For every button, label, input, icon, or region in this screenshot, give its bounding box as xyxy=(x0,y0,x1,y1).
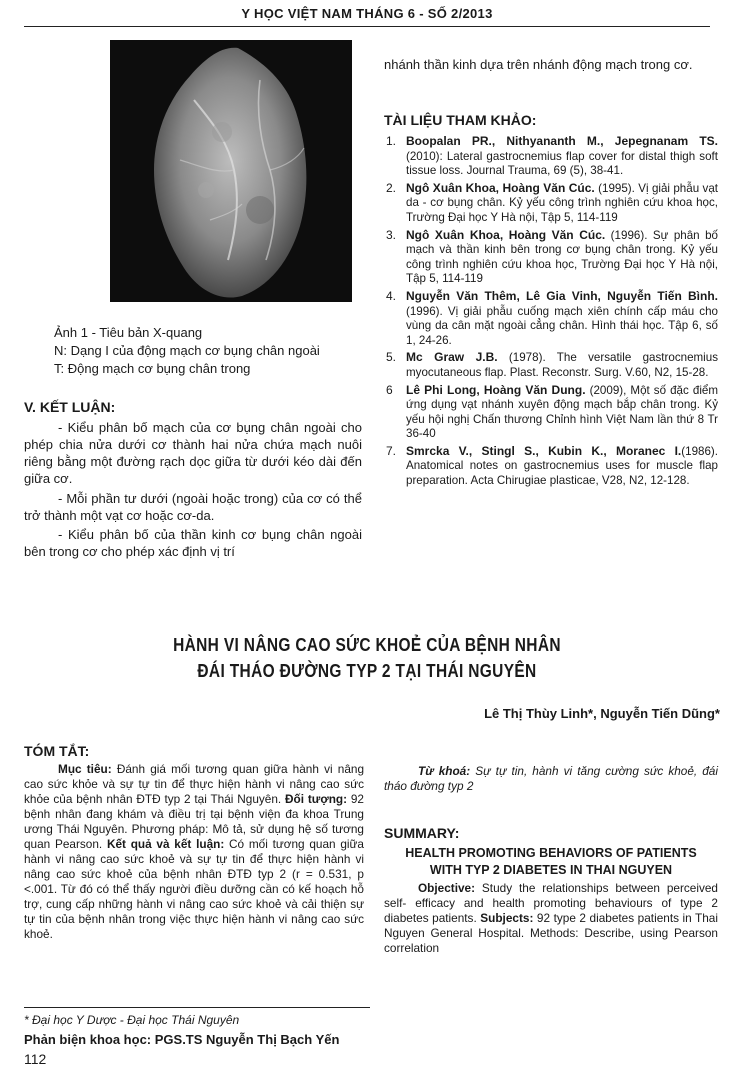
abstract-body xyxy=(24,762,364,942)
references-title: TÀI LIỆU THAM KHẢO: xyxy=(384,112,537,128)
keywords-label: Từ khoá: xyxy=(418,764,471,778)
summary-heading xyxy=(384,845,718,879)
reference-item xyxy=(384,289,718,348)
reference-text: (1995). Vị giải phẫu vạt da - cơ bụng chân. Kỷ yếu công trình nghiên cứu khoa học, Trường Đại học Y Hà nội, Tập 5, 114-119 xyxy=(406,181,718,224)
abstract-results-text: Có mối tương quan giữa hành vi nâng cao sức khoẻ và sự tự tin để thực hiện hành vi nâng cao sức khoẻ của bệnh nhân ĐTĐ typ 2 (r = 0.531, p <.001. Từ đó có thể thấy người điều dưỡng cần có kế hoạch hỗ trợ, cung cấp những hành vi nâng cao sức khoẻ và cải thiện sự tự tin của bệnh nhân trong việc thực hiện hành vi nâng cao sức khoẻ. xyxy=(24,837,364,941)
keywords xyxy=(384,764,718,794)
reference-item xyxy=(384,181,718,226)
reference-authors: Boopalan PR., Nithyananth M., Jepegnanam TS. xyxy=(406,134,718,148)
affiliation-footnote: * Đại học Y Dược - Đại học Thái Nguyên xyxy=(24,1013,240,1027)
reference-authors: Lê Phi Long, Hoàng Văn Dung. xyxy=(406,382,586,397)
conclusion-title: V. KẾT LUẬN: xyxy=(24,399,116,415)
abstract-subjects-label: Đối tượng: xyxy=(285,792,348,806)
reference-text: (1996). Vị giải phẫu cuống mạch xiên chính cấp máu cho vùng da cân mặt ngoài cẳng chân. Hình thái học. Tập 6, số 1, 24-26. xyxy=(406,304,718,347)
xray-figure xyxy=(110,40,352,302)
summary-heading-line-1: HEALTH PROMOTING BEHAVIORS OF PATIENTS xyxy=(405,846,697,860)
page-number: 112 xyxy=(24,1051,47,1067)
reference-number: 2. xyxy=(386,180,397,195)
summary-subjects-text: 92 type 2 diabetes patients in Thai Nguyen General Hospital. Methods: Describe, using Pearson correlation xyxy=(384,911,718,955)
reference-number: 3. xyxy=(386,227,397,242)
summary-objective-label: Objective: xyxy=(418,881,476,895)
summary-heading-line-2: WITH TYP 2 DIABETES IN THAI NGUYEN xyxy=(429,863,673,877)
reference-text: (1996). Sự phân bố mạch và thần kinh bên trong cơ bụng chân trong. Kỷ yếu công trình nghiên cứu khoa học, Trường Đại học Y Hà nội, Tập 5, 114-119 xyxy=(406,228,718,286)
xray-image xyxy=(110,40,352,302)
abstract-title: TÓM TẮT: xyxy=(24,743,90,759)
reference-text: (2009), Một số đặc điểm ứng dụng vạt nhánh xuyên động mạch bắp chân trong. Kỷ yếu hội nghị Chấn thương Chỉnh hình Việt Nam lần thứ 8 Tr 36-40 xyxy=(406,383,718,441)
reference-authors: Ngô Xuân Khoa, Hoàng Văn Cúc. xyxy=(406,227,606,242)
reviewer-line: Phản biện khoa học: PGS.TS Nguyễn Thị Bạch Yến xyxy=(24,1032,340,1047)
keywords-text: Sự tự tin, hành vi tăng cường sức khoẻ, đái tháo đường typ 2 xyxy=(384,764,718,793)
figure-caption-n: N: Dạng I của động mạch cơ bụng chân ngoài xyxy=(54,343,320,358)
abstract-subjects-text: 92 bệnh nhân đang khám và điều trị tại bệnh viện đa khoa Trung ương Thái Nguyên. Phương pháp: Mô tả, sử dụng hệ số tương quan Pearson. xyxy=(24,792,364,851)
reference-authors: Ngô Xuân Khoa, Hoàng Văn Cúc. xyxy=(406,180,595,195)
reference-number: 5. xyxy=(386,350,397,365)
journal-header: Y HỌC VIỆT NAM THÁNG 6 - SỐ 2/2013 xyxy=(241,6,493,21)
article-title xyxy=(51,632,682,684)
footnote-rule xyxy=(24,1007,370,1008)
reference-number: 7. xyxy=(386,443,397,458)
conclusion-para-1: - Kiểu phân bố mạch của cơ bụng chân ngoài cho phép chia nửa dưới cơ thành hai nửa chứa mạch nuôi riêng bằng một đường rạch dọc giữa từ dưới kéo dài đến giữa cơ. xyxy=(24,420,362,486)
reference-authors: Smrcka V., Stingl S., Kubin K., Moranec I. xyxy=(406,443,682,458)
header-rule xyxy=(24,26,710,27)
reference-number: 6 xyxy=(386,382,393,397)
continuation-text: nhánh thần kinh dựa trên nhánh động mạch trong cơ. xyxy=(384,57,693,72)
summary-subjects-label: Subjects: xyxy=(480,911,534,925)
abstract-objective-text: Đánh giá mối tương quan giữa hành vi nâng cao sức khỏe và sự tự tin để thực hiện hành vi nâng cao sức khỏe của bệnh nhân ĐTĐ typ 2 tại Thái Nguyên. xyxy=(24,762,365,806)
reference-list xyxy=(384,134,718,491)
reference-text: (2010): Lateral gastrocnemius flap cover for distal thigh soft tissue loss. Journal Trauma, 69 (5), 38-41. xyxy=(406,149,718,178)
reference-number: 1. xyxy=(386,134,397,148)
article-title-line-2: ĐÁI THÁO ĐƯỜNG TYP 2 TẠI THÁI NGUYÊN xyxy=(197,661,537,681)
abstract-objective-label: Mục tiêu: xyxy=(58,762,112,776)
reference-number: 4. xyxy=(386,288,397,303)
conclusion-para-2: - Mỗi phần tư dưới (ngoài hoặc trong) của cơ có thể trở thành một vạt cơ hoặc cơ-da. xyxy=(24,491,362,523)
figure-caption-t: T: Động mạch cơ bụng chân trong xyxy=(54,361,251,376)
summary-objective-text: Study the relationships between perceived self- efficacy and health promoting behaviours of type 2 diabetes patients. xyxy=(384,881,718,925)
conclusion-para-3: - Kiểu phân bố của thần kinh cơ bụng chân ngoài bên trong cơ cho phép xác định vị trí xyxy=(24,527,362,559)
reference-item xyxy=(384,444,718,489)
summary-title: SUMMARY: xyxy=(384,825,460,841)
reference-authors: Nguyễn Văn Thêm, Lê Gia Vinh, Nguyễn Tiến Bình. xyxy=(406,288,718,303)
reference-text: (1978). The versatile gastrocnemius myocutaneous flap. Plast. Reconstr. Surg. V.60, N2, 15-28. xyxy=(406,351,719,379)
article-title-line-1: HÀNH VI NÂNG CAO SỨC KHOẺ CỦA BỆNH NHÂN xyxy=(173,635,561,655)
figure-caption-title: Ảnh 1 - Tiêu bản X-quang xyxy=(54,325,203,340)
reference-item xyxy=(384,228,718,287)
abstract-results-label: Kết quả và kết luận: xyxy=(106,837,225,851)
reference-item xyxy=(384,350,718,380)
reference-item xyxy=(384,134,718,179)
article-authors: Lê Thị Thùy Linh*, Nguyễn Tiến Dũng* xyxy=(484,706,720,721)
summary-body xyxy=(384,881,718,956)
reference-authors: Mc Graw J.B. xyxy=(406,350,498,365)
reference-text: (1986). Anatomical notes on gastrocnemius uses for muscle flap preparation. Acta Chirugiae plasticae, V28, N2, 12-128. xyxy=(406,444,718,488)
reference-item xyxy=(384,383,718,442)
